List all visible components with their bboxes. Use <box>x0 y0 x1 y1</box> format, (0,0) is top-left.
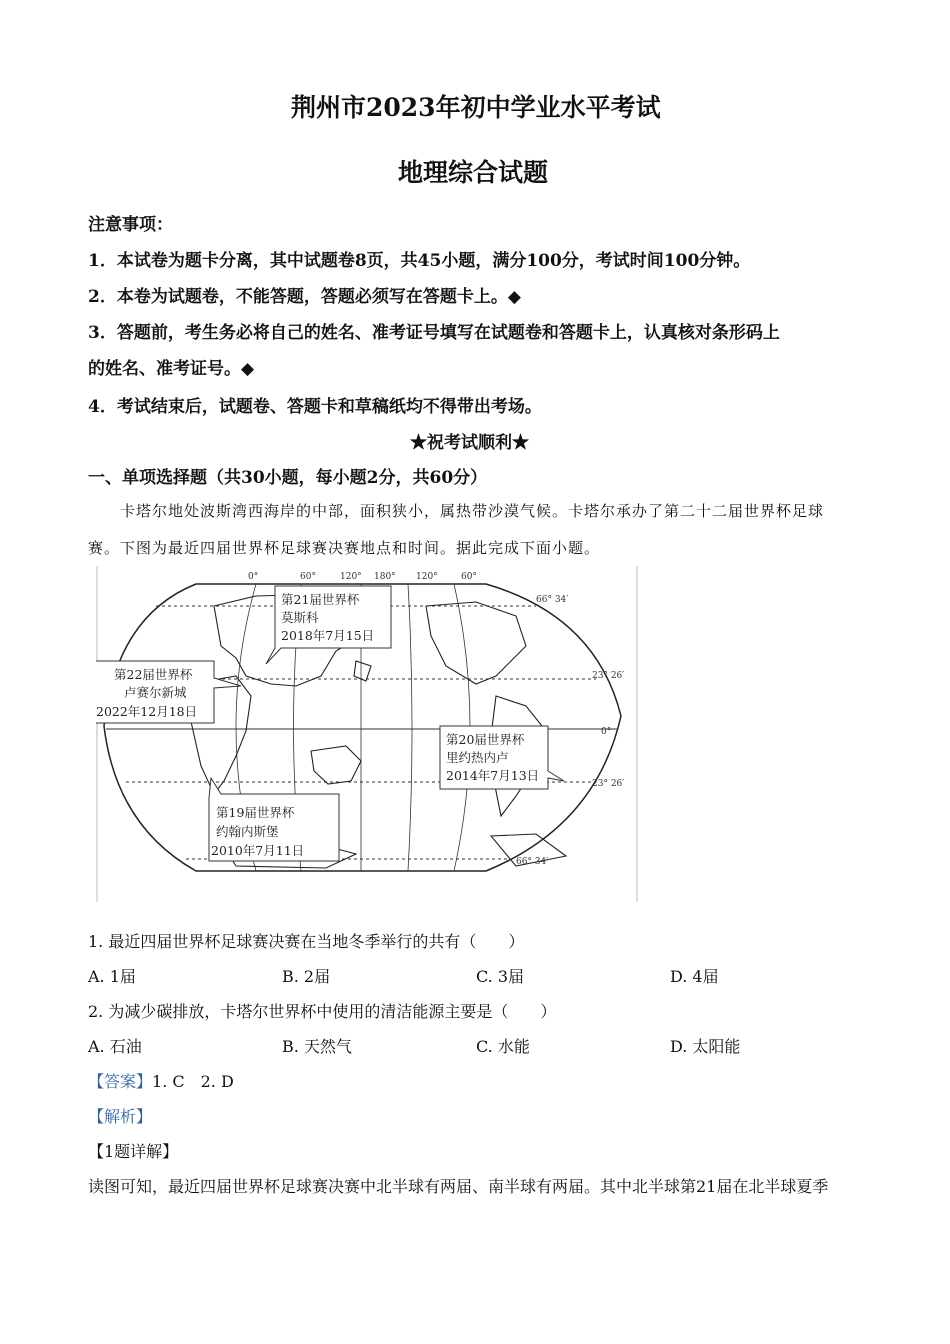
question-1-stem: 1. 最近四届世界杯足球赛决赛在当地冬季举行的共有（ ） <box>88 932 525 951</box>
analysis-label: 【解析】 <box>88 1107 153 1126</box>
question-2-option-b[interactable]: B. 天然气 <box>282 1037 352 1056</box>
detail-label: 【1题详解】 <box>88 1142 179 1161</box>
svg-text:里约热内卢: 里约热内卢 <box>446 750 509 765</box>
notice-item-3: 3．答题前，考生务必将自己的姓名、准考证号填写在试题卷和答题卡上，认真核对条形码上 <box>88 323 780 343</box>
lat-label-antarctic: 66° 34′ <box>516 857 549 867</box>
question-2-option-c[interactable]: C. 水能 <box>476 1037 530 1056</box>
section-heading: 一、单项选择题（共30小题，每小题2分，共60分） <box>88 468 488 488</box>
svg-text:第19届世界杯: 第19届世界杯 <box>216 805 295 820</box>
svg-text:卢赛尔新城: 卢赛尔新城 <box>124 685 187 700</box>
world-map-figure <box>96 566 638 902</box>
wish-text: ★祝考试顺利★ <box>410 433 529 453</box>
notice-item-3-cont: 的姓名、准考证号。◆ <box>88 359 255 379</box>
question-1-option-d[interactable]: D. 4届 <box>670 967 719 986</box>
callout-moscow <box>266 586 391 664</box>
question-2-stem: 2. 为减少碳排放，卡塔尔世界杯中使用的清洁能源主要是（ ） <box>88 1002 557 1021</box>
answer-text: 1. C 2. D <box>152 1072 234 1091</box>
notice-item-1: 1．本试卷为题卡分离，其中试题卷8页，共45小题，满分100分，考试时间100分钟。 <box>88 251 751 271</box>
callout-lusail <box>96 661 241 723</box>
svg-text:约翰内斯堡: 约翰内斯堡 <box>216 824 279 839</box>
page-subtitle: 地理综合试题 <box>398 158 549 187</box>
notice-item-4: 4．考试结束后，试题卷、答题卡和草稿纸均不得带出考场。 <box>88 397 542 417</box>
lat-label-cancer: 23° 26′ <box>592 671 625 681</box>
answer-label: 【答案】 <box>88 1072 153 1091</box>
lon-label-4: 120° <box>416 572 438 582</box>
detail-text: 读图可知，最近四届世界杯足球赛决赛中北半球有两届、南半球有两届。其中北半球第21届在北半球夏季 <box>88 1177 829 1196</box>
lon-label-1: 60° <box>300 572 316 582</box>
lon-label-0: 0° <box>248 572 259 582</box>
svg-text:2014年7月13日: 2014年7月13日 <box>446 768 540 783</box>
lat-label-capricorn: 23° 26′ <box>592 779 625 789</box>
svg-text:2022年12月18日: 2022年12月18日 <box>96 704 198 719</box>
lon-label-3: 180° <box>374 572 396 582</box>
lat-label-equator: 0° <box>601 727 612 737</box>
question-1-option-a[interactable]: A. 1届 <box>88 967 136 986</box>
callout-johannesburg <box>209 778 339 861</box>
page-title: 荆州市2023年初中学业水平考试 <box>291 93 661 122</box>
answer-line <box>88 1069 234 1092</box>
svg-text:莫斯科: 莫斯科 <box>281 610 319 625</box>
question-1-option-b[interactable]: B. 2届 <box>282 967 331 986</box>
svg-text:第20届世界杯: 第20届世界杯 <box>446 732 525 747</box>
svg-text:2018年7月15日: 2018年7月15日 <box>281 628 375 643</box>
question-1-option-c[interactable]: C. 3届 <box>476 967 525 986</box>
question-2-option-a[interactable]: A. 石油 <box>88 1037 142 1056</box>
notice-item-2: 2．本卷为试题卷，不能答题，答题必须写在答题卡上。◆ <box>88 287 521 307</box>
svg-text:第22届世界杯: 第22届世界杯 <box>114 667 193 682</box>
notice-heading: 注意事项： <box>88 215 173 235</box>
lon-label-5: 60° <box>461 572 477 582</box>
section-intro-line1: 卡塔尔地处波斯湾西海岸的中部，面积狭小，属热带沙漠气候。卡塔尔承办了第二十二届世界杯足球 <box>120 502 825 520</box>
svg-text:第21届世界杯: 第21届世界杯 <box>281 592 360 607</box>
lat-label-arctic: 66° 34′ <box>536 595 569 605</box>
question-2-option-d[interactable]: D. 太阳能 <box>670 1037 741 1056</box>
lon-label-2: 120° <box>340 572 362 582</box>
callout-rio <box>440 726 564 789</box>
section-intro-line2: 赛。下图为最近四届世界杯足球赛决赛地点和时间。据此完成下面小题。 <box>88 539 601 557</box>
svg-text:2010年7月11日: 2010年7月11日 <box>211 843 305 858</box>
